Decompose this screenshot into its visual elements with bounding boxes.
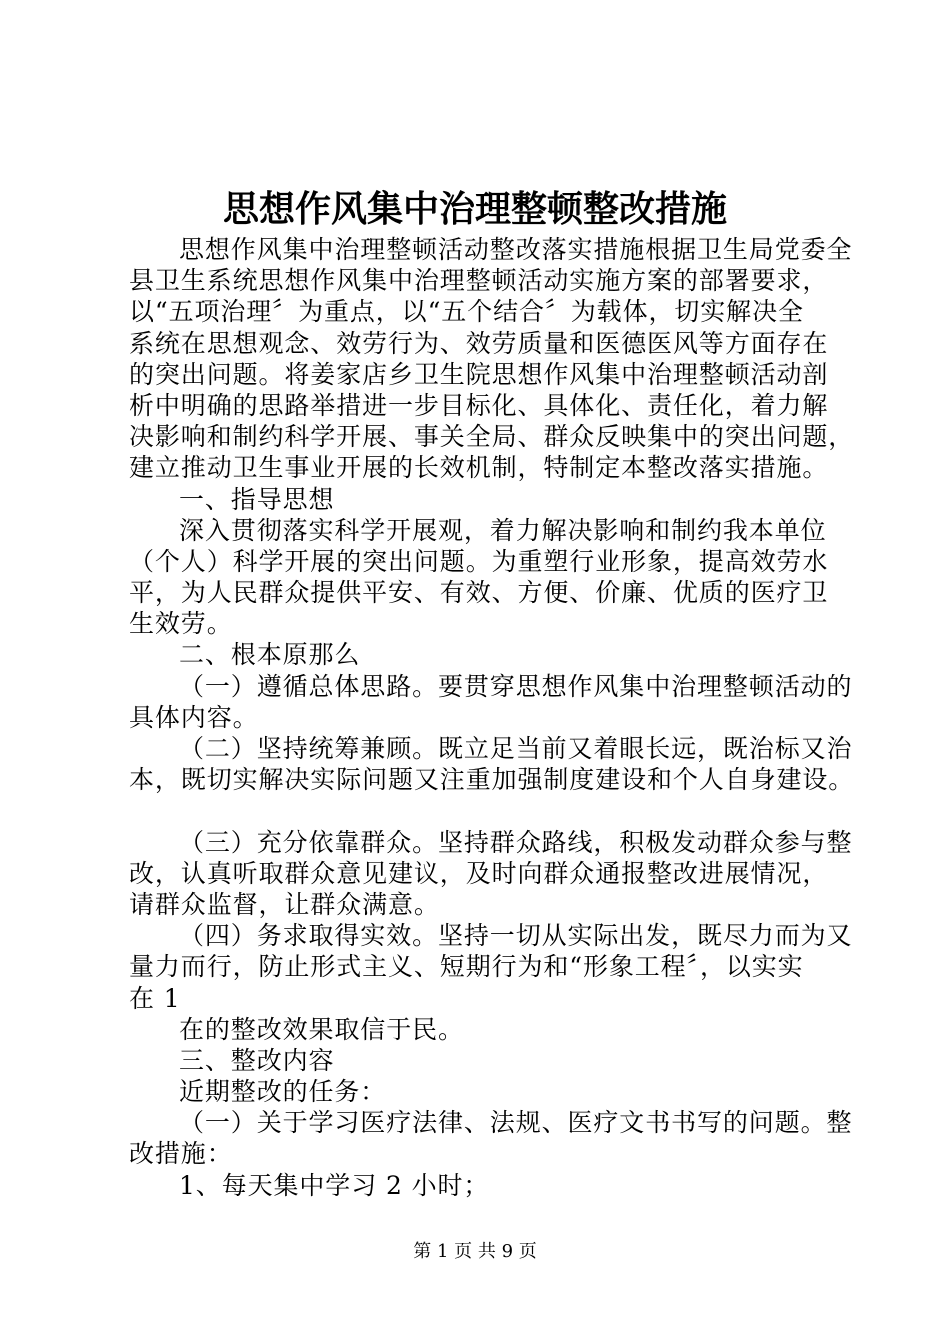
paragraph-line: 在的整改效果取信于民。 [179, 1014, 464, 1044]
paragraph-line: 决影响和制约科学开展、事关全局、群众反映集中的突出问题， [129, 422, 855, 452]
paragraph-line: 请群众监督，让群众满意。 [129, 889, 440, 919]
paragraph-line: 本，既切实解决实际问题又注重加强制度建设和个人自身建设。 [129, 765, 855, 795]
blank-line [129, 795, 829, 826]
section-heading: 二、根本原那么 [179, 640, 361, 670]
paragraph-line: 平，为人民群众提供平安、有效、方便、价廉、优质的医疗卫 [129, 578, 829, 608]
paragraph-line: 量力而行，防止形式主义、短期行为和“形象工程〞，以实实 [129, 952, 804, 982]
paragraph-line: （二）坚持统筹兼顾。既立足当前又着眼长远，既治标又治 [179, 734, 853, 763]
paragraph-line: 思想作风集中治理整顿活动整改落实措施根据卫生局党委全 [179, 235, 853, 264]
paragraph-line: 县卫生系统思想作风集中治理整顿活动实施方案的部署要求， [129, 266, 829, 296]
list-item: 1、每天集中学习 2 小时； [179, 1170, 490, 1200]
paragraph-line: 改，认真听取群众意见建议，及时向群众通报整改进展情况， [129, 858, 829, 888]
section-heading: 三、整改内容 [179, 1045, 335, 1075]
paragraph-line: 以“五项治理〞为重点，以“五个结合〞为载体，切实解决全 [129, 297, 804, 327]
document-title: 思想作风集中治理整顿整改措施 [222, 188, 727, 230]
paragraph-line: （一）关于学习医疗法律、法规、医疗文书书写的问题。整 [179, 1108, 853, 1138]
paragraph-line: 系统在思想观念、效劳行为、效劳质量和医德医风等方面存在 [129, 328, 829, 358]
paragraph-line: 在 1 [129, 983, 181, 1013]
paragraph-line: 生效劳。 [129, 609, 233, 639]
paragraph-line: 深入贯彻落实科学开展观，着力解决影响和制约我本单位 [179, 515, 827, 545]
paragraph-line: 建立推动卫生事业开展的长效机制，特制定本整改落实措施。 [129, 453, 829, 483]
paragraph-line: （四）务求取得实效。坚持一切从实际出发，既尽力而为又 [179, 921, 853, 951]
paragraph-line: 改措施： [129, 1139, 233, 1169]
paragraph-line: （一）遵循总体思路。要贯穿思想作风集中治理整顿活动的 [179, 671, 853, 701]
document-body [129, 234, 855, 1201]
paragraph-line: 的突出问题。将姜家店乡卫生院思想作风集中治理整顿活动剖 [129, 359, 829, 389]
paragraph-line: （三）充分依靠群众。坚持群众路线，积极发动群众参与整 [179, 827, 853, 857]
paragraph-line: （个人）科学开展的突出问题。为重塑行业形象，提高效劳水 [129, 546, 829, 576]
paragraph-line: 具体内容。 [129, 702, 259, 732]
section-heading: 一、指导思想 [179, 484, 335, 514]
paragraph-line: 近期整改的任务： [179, 1077, 387, 1107]
paragraph-line: 析中明确的思路举措进一步目标化、具体化、责任化，着力解 [129, 390, 829, 420]
page-footer: 第 1 页 共 9 页 [413, 1241, 537, 1262]
